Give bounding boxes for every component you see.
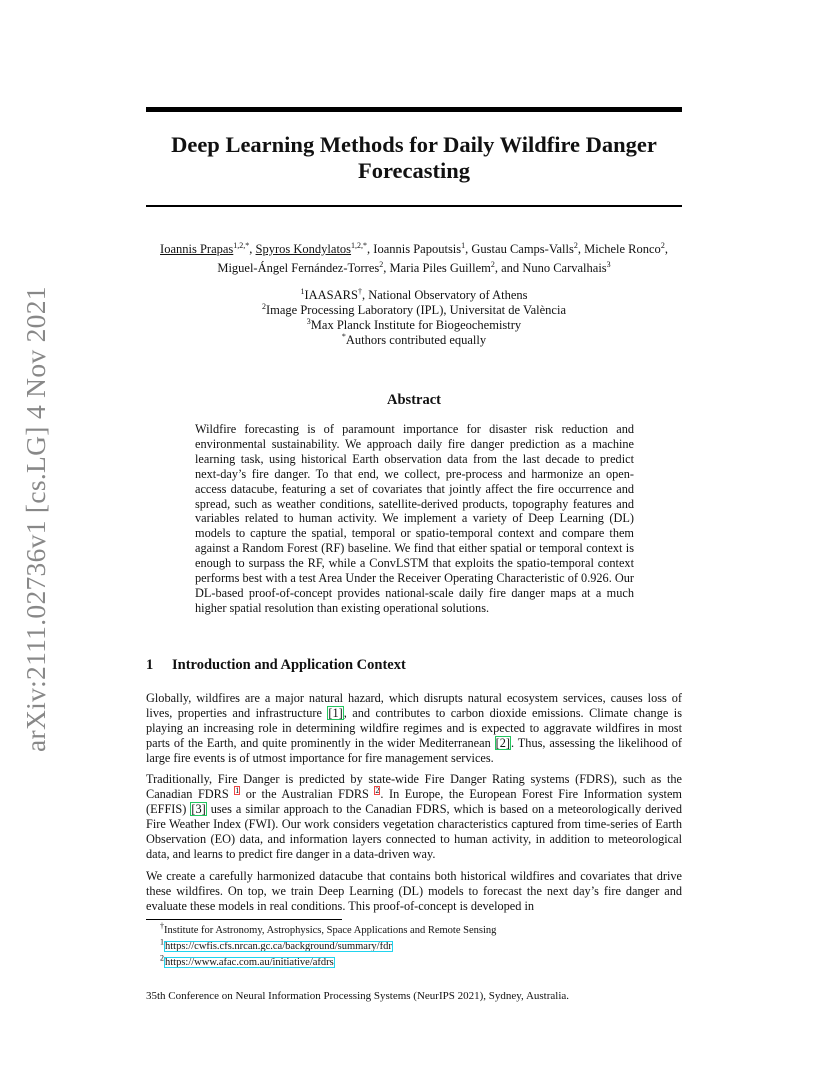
affiliation-name: Image Processing Laboratory (IPL), Universitat de València bbox=[265, 303, 567, 317]
affiliation-mark: 1 bbox=[300, 286, 305, 296]
affiliation-2 bbox=[146, 303, 682, 318]
footnote-text: Institute for Astronomy, Astrophysics, Space Applications and Remote Sensing bbox=[164, 925, 497, 936]
author-name: Gustau Camps-Valls bbox=[471, 242, 574, 256]
section-number: 1 bbox=[146, 657, 154, 673]
arxiv-identifier-stamp: arXiv:2111.02736v1 [cs.LG] 4 Nov 2021 bbox=[20, 286, 51, 752]
footnote-item bbox=[160, 923, 496, 939]
affiliation-3 bbox=[146, 318, 682, 333]
citation-link[interactable]: [1] bbox=[328, 706, 343, 720]
section-title: Introduction and Application Context bbox=[172, 657, 406, 673]
title-top-rule bbox=[146, 107, 682, 112]
equal-contribution-mark: * bbox=[341, 331, 346, 341]
footnote-item bbox=[160, 955, 496, 971]
footnote-mark: † bbox=[357, 286, 362, 296]
author-name: Maria Piles Guillem bbox=[389, 261, 491, 275]
paragraph-text: Traditionally, Fire Danger is predicted by state-wide Fire Danger Rating systems (FDRS), such as the Canadian FDRS bbox=[146, 772, 682, 801]
affiliation-name: IAASARS bbox=[304, 288, 358, 302]
author-affiliation-mark: 1,2,* bbox=[351, 240, 368, 250]
section-heading bbox=[146, 657, 406, 674]
affiliation-mark: 2 bbox=[261, 301, 266, 311]
affiliation-mark: 3 bbox=[306, 316, 311, 326]
footnote-mark: 2 bbox=[160, 953, 164, 963]
equal-contribution-text: Authors contributed equally bbox=[345, 333, 487, 347]
paragraph-text: Globally, wildfires are a major natural hazard, which disrupts natural ecosystem services, causes loss of lives, properties and infrastructure bbox=[146, 691, 682, 720]
author-list: Ioannis Prapas$^{1,2,*}$, Spyros Kondylatos$^{1,2,*}$, Ioannis Papoutsis$^1$, Gustau Camps-Valls$^2$, Michele Ronco$^2$, Miguel-Ángel Fernández-Torres$^2$, Maria Piles Guillem$^2$, and Nuno Carvalhais$^3$ bbox=[160, 240, 668, 275]
footnote-url-link[interactable]: https://cwfis.cfs.nrcan.gc.ca/background/summary/fdr bbox=[165, 941, 392, 952]
paragraph-text: , and contributes to carbon dioxide emissions. Climate change is playing an increasing role in determining wildfire regimes and is expected to aggravate wildfires in most parts of the Earth, and quite prominently in the wider Mediterranean bbox=[146, 706, 682, 750]
footnote-url-link[interactable]: https://www.afac.com.au/initiative/afdrs bbox=[165, 957, 334, 968]
citation-link[interactable]: [3] bbox=[191, 802, 206, 816]
paragraph: We create a carefully harmonized datacube that contains both historical wildfires and covariates that drive these wildfires. On top, we train Deep Learning (DL) models to forecast the next day’s fire danger and evaluate these models in real conditions. This proof-of-concept is developed in bbox=[146, 869, 682, 913]
abstract-heading: Abstract bbox=[387, 392, 441, 408]
footnote-item bbox=[160, 939, 496, 955]
footnote-link[interactable]: 1 bbox=[235, 785, 240, 795]
footnote-mark: 1 bbox=[160, 937, 164, 947]
affiliation-name: Max Planck Institute for Biogeochemistry bbox=[310, 318, 522, 332]
footnote-rule bbox=[146, 919, 342, 920]
author-affiliation-mark: 2 bbox=[573, 240, 578, 250]
author-name[interactable]: Ioannis Prapas bbox=[160, 242, 234, 256]
equal-contribution-note bbox=[146, 333, 682, 348]
author-name: Miguel-Ángel Fernández-Torres bbox=[217, 261, 380, 275]
footnotes bbox=[160, 923, 496, 971]
author-affiliation-mark: 1,2,* bbox=[233, 240, 250, 250]
affiliation-name: , National Observatory of Athens bbox=[361, 288, 528, 302]
footnote-link[interactable]: 2 bbox=[375, 785, 380, 795]
title-bottom-rule bbox=[146, 205, 682, 207]
paragraph bbox=[146, 772, 682, 862]
paragraph-text: . Thus, assessing the likelihood of large fire events is of utmost importance for fire management services. bbox=[146, 736, 683, 765]
title-line-1: Deep Learning Methods for Daily Wildfire Danger bbox=[171, 132, 657, 157]
author-name: Ioannis Papoutsis bbox=[373, 242, 462, 256]
paragraph-text: or the Australian FDRS bbox=[240, 787, 375, 801]
author-affiliation-mark: 2 bbox=[660, 240, 665, 250]
author-conjunction: and bbox=[501, 261, 520, 275]
citation-link[interactable]: [2] bbox=[495, 736, 511, 750]
footnote-mark: † bbox=[160, 921, 164, 931]
affiliation-1 bbox=[146, 288, 682, 303]
conference-note: 35th Conference on Neural Information Processing Systems (NeurIPS 2021), Sydney, Australia. bbox=[146, 990, 570, 1002]
paragraph bbox=[146, 691, 682, 766]
paragraph-text: uses a similar approach to the Canadian FDRS, which is based on a meteorologically derived Fire Weather Index (FWI). Our work considers vegetation characteristics captured from time-series of Earth Observation (EO) data, and information layers connected to human activity, in addition to meteorological data, and learns to predict fire danger in a data-driven way. bbox=[146, 802, 682, 861]
abstract-text: Wildfire forecasting is of paramount importance for disaster risk reduction and environmental sustainability. We approach daily fire danger prediction as a machine learning task, using historical Earth observation data from the last decade to predict next-day’s fire danger. To that end, we collect, pre-process and harmonize an open-access datacube, featuring a set of covariates that jointly affect the fire occurrence and spread, such as weather conditions, satellite-derived products, topography features and variables related to human activity. We implement a variety of Deep Learning (DL) models to capture the spatial, temporal or spatio-temporal context and compare them against a Random Forest (RF) baseline. We find that either spatial or temporal context is enough to surpass the RF, while a ConvLSTM that exploits the spatio-temporal context performs best with a test Area Under the Receiver Operating Characteristic of 0.926. Our DL-based proof-of-concept provides national-scale daily fire danger maps at a much higher spatial resolution than existing operational solutions. bbox=[195, 422, 634, 615]
author-name: Nuno Carvalhais bbox=[522, 261, 607, 275]
paragraph-text: . In Europe, the European Forest Fire Information system (EFFIS) bbox=[146, 787, 682, 816]
title-line-2: Forecasting bbox=[357, 158, 471, 183]
author-name: Michele Ronco bbox=[584, 242, 661, 256]
author-affiliation-mark: 2 bbox=[379, 259, 384, 269]
author-affiliation-mark: 2 bbox=[490, 259, 495, 269]
author-name[interactable]: Spyros Kondylatos bbox=[255, 242, 352, 256]
author-affiliation-mark: 1 bbox=[461, 240, 466, 250]
affiliations bbox=[146, 288, 682, 348]
paper-title bbox=[146, 132, 682, 184]
author-affiliation-mark: 3 bbox=[606, 259, 611, 269]
